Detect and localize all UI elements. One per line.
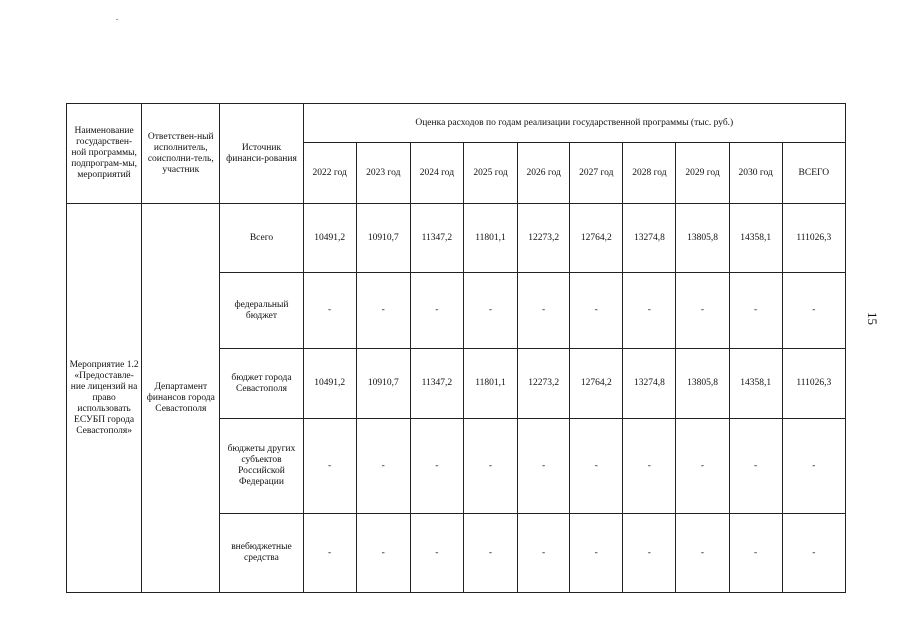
value-cell: 10910,7: [356, 204, 410, 273]
value-cell: -: [410, 273, 463, 349]
value-cell: -: [676, 514, 729, 593]
total-header: ВСЕГО: [782, 143, 845, 204]
source-cell: бюджет города Севастополя: [220, 349, 303, 419]
scan-speck: [116, 19, 118, 20]
value-cell: -: [463, 419, 517, 514]
value-cell: -: [623, 419, 676, 514]
data-row-total: [67, 204, 846, 273]
year-header: 2023 год: [356, 143, 410, 204]
value-cell: -: [410, 514, 463, 593]
budget-table: [66, 103, 846, 593]
value-cell: 12764,2: [570, 204, 623, 273]
value-cell: -: [623, 273, 676, 349]
table-body: [67, 104, 846, 593]
value-cell: -: [570, 514, 623, 593]
value-cell: -: [623, 514, 676, 593]
year-header: 2026 год: [518, 143, 570, 204]
value-cell: 14358,1: [729, 349, 782, 419]
value-cell: -: [570, 273, 623, 349]
year-header: 2024 год: [410, 143, 463, 204]
header-row-top: [67, 104, 846, 143]
value-cell: 10491,2: [303, 349, 356, 419]
executor-cell: Департамент финансов города Севастополя: [142, 204, 220, 593]
total-value-cell: -: [782, 273, 845, 349]
value-cell: 10910,7: [356, 349, 410, 419]
value-cell: -: [729, 419, 782, 514]
source-cell: федеральный бюджет: [220, 273, 303, 349]
value-cell: -: [303, 273, 356, 349]
value-cell: -: [729, 273, 782, 349]
value-cell: -: [410, 419, 463, 514]
source-cell: бюджеты других субъектов Российской Федерации: [220, 419, 303, 514]
value-cell: -: [463, 514, 517, 593]
year-header: 2027 год: [570, 143, 623, 204]
page-number: 15: [865, 312, 880, 325]
value-cell: -: [518, 273, 570, 349]
year-header: 2029 год: [676, 143, 729, 204]
value-cell: -: [518, 514, 570, 593]
year-header: 2025 год: [463, 143, 517, 204]
year-header: 2030 год: [729, 143, 782, 204]
value-cell: 11801,1: [463, 204, 517, 273]
value-cell: 13805,8: [676, 349, 729, 419]
header-source-cell: Источник финанси-рования: [220, 104, 303, 204]
value-cell: -: [303, 419, 356, 514]
value-cell: -: [356, 514, 410, 593]
value-cell: -: [356, 273, 410, 349]
year-header: 2022 год: [303, 143, 356, 204]
value-cell: 12273,2: [518, 349, 570, 419]
value-cell: 12764,2: [570, 349, 623, 419]
source-cell: внебюджетные средства: [220, 514, 303, 593]
value-cell: -: [570, 419, 623, 514]
value-cell: -: [676, 273, 729, 349]
value-cell: -: [303, 514, 356, 593]
value-cell: 10491,2: [303, 204, 356, 273]
total-value-cell: -: [782, 514, 845, 593]
value-cell: 11801,1: [463, 349, 517, 419]
value-cell: 12273,2: [518, 204, 570, 273]
source-cell: Всего: [220, 204, 303, 273]
value-cell: 13274,8: [623, 204, 676, 273]
total-value-cell: 111026,3: [782, 349, 845, 419]
header-executor-cell: Ответствен-ный исполнитель, соисполни-тель, участник: [142, 104, 220, 204]
value-cell: 14358,1: [729, 204, 782, 273]
value-cell: -: [729, 514, 782, 593]
total-value-cell: -: [782, 419, 845, 514]
value-cell: -: [676, 419, 729, 514]
year-header: 2028 год: [623, 143, 676, 204]
value-cell: -: [463, 273, 517, 349]
value-cell: 11347,2: [410, 204, 463, 273]
header-group-title: Оценка расходов по годам реализации государственной программы (тыс. руб.): [303, 104, 845, 143]
total-value-cell: 111026,3: [782, 204, 845, 273]
value-cell: 11347,2: [410, 349, 463, 419]
activity-name-cell: Мероприятие 1.2 «Предоставле-ние лицензий на право использовать ЕСУБП города Севастополя»: [67, 204, 142, 593]
header-program-cell: Наименование государствен-ной программы, подпрограм-мы, мероприятий: [67, 104, 142, 204]
value-cell: 13805,8: [676, 204, 729, 273]
value-cell: -: [356, 419, 410, 514]
value-cell: 13274,8: [623, 349, 676, 419]
value-cell: -: [518, 419, 570, 514]
